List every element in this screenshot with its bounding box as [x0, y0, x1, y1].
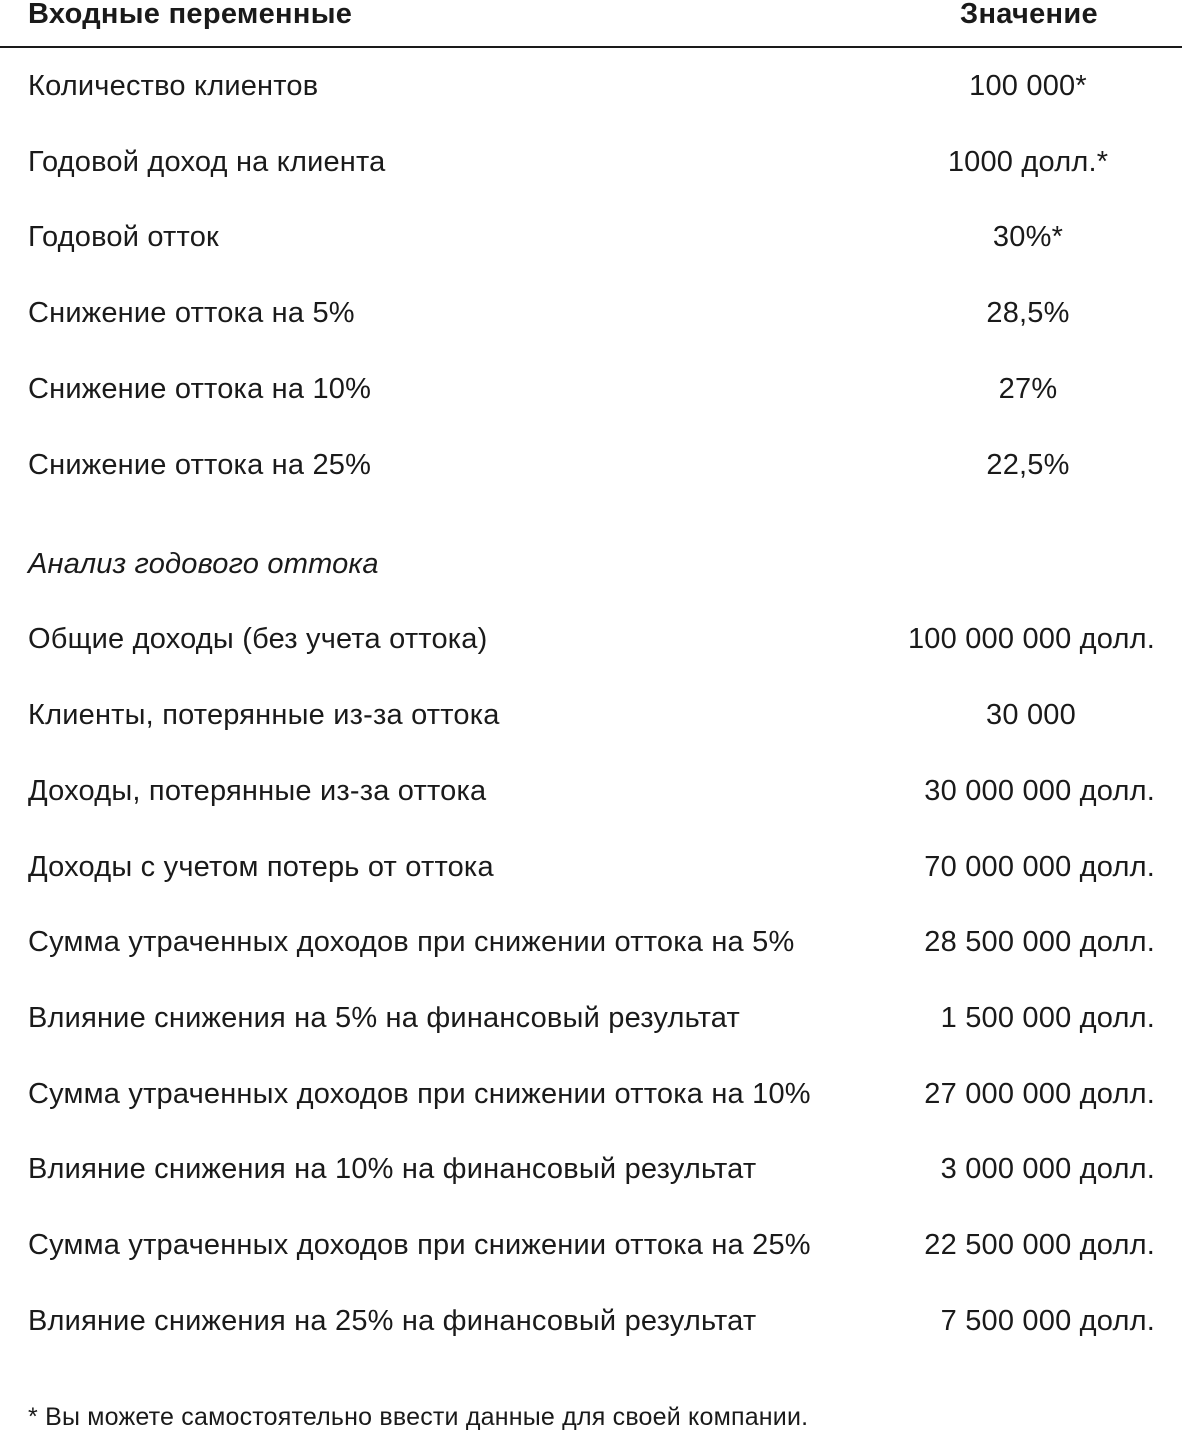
- header-input-variables: Входные переменные: [28, 0, 353, 30]
- row-label: Снижение оттока на 10%: [28, 373, 372, 405]
- header-value: Значение: [960, 0, 1098, 30]
- table-row: [0, 1229, 1182, 1269]
- row-value: 3 000 000 долл.: [940, 1153, 1155, 1185]
- row-label: Доходы, потерянные из-за оттока: [28, 775, 487, 807]
- row-label: Сумма утраченных доходов при снижении оттока на 25%: [28, 1229, 811, 1261]
- table-row: [0, 1305, 1182, 1345]
- table-row: [0, 926, 1182, 966]
- row-value: 30 000: [986, 699, 1076, 731]
- row-label: Снижение оттока на 5%: [28, 297, 355, 329]
- section-title: Анализ годового оттока: [28, 548, 379, 580]
- table-row: [0, 851, 1182, 891]
- table-row: [0, 146, 1182, 186]
- row-value: 22,5%: [986, 449, 1070, 481]
- row-value: 70 000 000 долл.: [924, 851, 1155, 883]
- row-label: Количество клиентов: [28, 70, 319, 102]
- section-heading-row: [0, 548, 1182, 588]
- table-row: [0, 449, 1182, 489]
- row-value: 100 000 000 долл.: [907, 623, 1155, 655]
- table-row: [0, 70, 1182, 110]
- row-value: 7 500 000 долл.: [940, 1305, 1155, 1337]
- table-header: [0, 0, 1182, 48]
- row-label: Сумма утраченных доходов при снижении оттока на 10%: [28, 1078, 811, 1110]
- row-value: 28 500 000 долл.: [924, 926, 1155, 958]
- table-row: [0, 1153, 1182, 1193]
- row-label: Годовой отток: [28, 221, 219, 253]
- row-label: Влияние снижения на 10% на финансовый результат: [28, 1153, 757, 1185]
- row-label: Снижение оттока на 25%: [28, 449, 372, 481]
- row-value: 30 000 000 долл.: [924, 775, 1155, 807]
- row-value: 28,5%: [986, 297, 1070, 329]
- row-label: Влияние снижения на 25% на финансовый результат: [28, 1305, 757, 1337]
- table-row: [0, 699, 1182, 739]
- row-value: 27 000 000 долл.: [924, 1078, 1155, 1110]
- table-row: [0, 221, 1182, 261]
- row-value: 100 000*: [969, 70, 1087, 102]
- row-label: Сумма утраченных доходов при снижении оттока на 5%: [28, 926, 795, 958]
- row-label: Влияние снижения на 5% на финансовый результат: [28, 1002, 740, 1034]
- row-label: Клиенты, потерянные из-за оттока: [28, 699, 500, 731]
- table-row: [0, 1002, 1182, 1042]
- row-label: Годовой доход на клиента: [28, 146, 386, 178]
- table-row: [0, 297, 1182, 337]
- table-row: [0, 1078, 1182, 1118]
- row-value: 1000 долл.*: [947, 146, 1109, 178]
- row-label: Доходы с учетом потерь от оттока: [28, 851, 494, 883]
- footnote: * Вы можете самостоятельно ввести данные для своей компании.: [28, 1403, 809, 1431]
- row-value: 30%*: [992, 221, 1064, 253]
- table-row: [0, 623, 1182, 663]
- row-value: 22 500 000 долл.: [924, 1229, 1155, 1261]
- row-label: Общие доходы (без учета оттока): [28, 623, 488, 655]
- row-value: 1 500 000 долл.: [940, 1002, 1155, 1034]
- table-row: [0, 373, 1182, 413]
- row-value: 27%: [998, 373, 1058, 405]
- table-row: [0, 775, 1182, 815]
